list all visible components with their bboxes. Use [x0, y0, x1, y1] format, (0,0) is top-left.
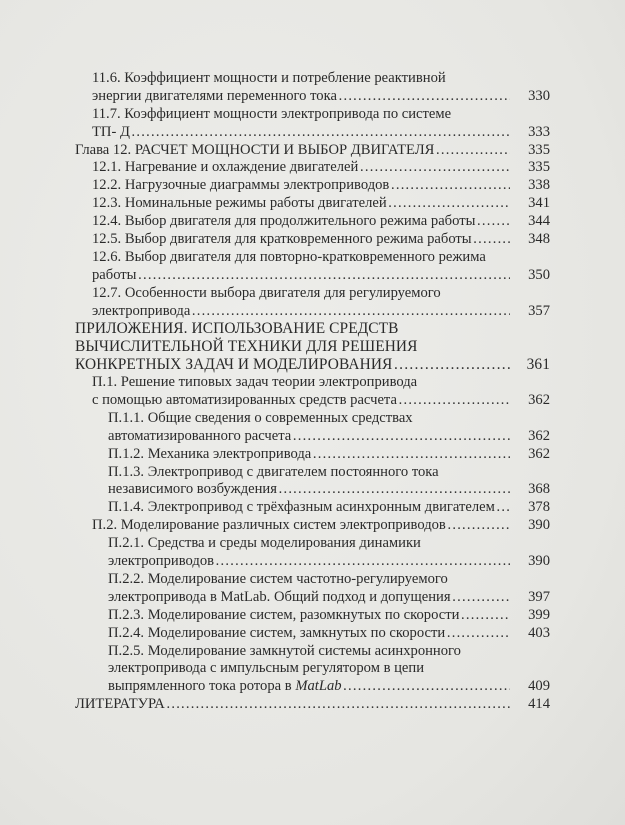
toc-entry-text: П.2.2. Моделирование систем частотно-регулируемого — [108, 570, 448, 587]
toc-entry-text: ТП- Д — [92, 123, 130, 140]
toc-line — [75, 499, 550, 517]
toc-entry-text: автоматизированного расчета — [108, 427, 292, 444]
toc-line — [75, 195, 550, 213]
toc-entry[interactable] — [75, 696, 550, 714]
toc-entry-title — [108, 464, 439, 482]
toc-entry-title — [92, 249, 486, 267]
toc-entry[interactable] — [75, 320, 550, 374]
toc-entry-text: 12.6. Выбор двигателя для повторно-кратковременного режима — [92, 248, 486, 265]
table-of-contents — [75, 70, 550, 714]
toc-line — [75, 446, 550, 464]
toc-line — [75, 660, 550, 678]
dot-leader — [338, 88, 510, 106]
toc-page-number: 399 — [528, 606, 550, 623]
toc-entry-title — [108, 535, 421, 553]
toc-entry-text: П.2.1. Средства и среды моделирования динамики — [108, 535, 421, 552]
toc-line — [75, 285, 550, 303]
toc-entry-title — [92, 159, 358, 177]
toc-line — [75, 267, 550, 285]
toc-line — [75, 159, 550, 177]
toc-entry-title — [75, 356, 392, 374]
toc-page-number: 414 — [528, 696, 550, 713]
toc-entry-title — [92, 392, 397, 410]
toc-entry-text: 12.2. Нагрузочные диаграммы электроприводов — [92, 177, 390, 194]
toc-line — [75, 374, 550, 392]
dot-leader — [496, 499, 510, 517]
dot-leader — [447, 517, 510, 535]
toc-entry-title — [92, 303, 190, 321]
toc-entry-text: электропривода с импульсным регулятором в цепи — [108, 660, 425, 677]
dot-leader — [446, 625, 510, 643]
toc-line — [75, 696, 550, 714]
toc-line — [75, 249, 550, 267]
toc-page-number: 335 — [528, 141, 550, 158]
dot-leader — [343, 678, 510, 696]
toc-page-number: 390 — [528, 553, 550, 570]
toc-entry-title — [92, 106, 451, 124]
toc-entry-text: с помощью автоматизированных средств расчета — [92, 392, 397, 409]
toc-line — [75, 643, 550, 661]
toc-page-number: 348 — [528, 231, 550, 248]
toc-line — [75, 213, 550, 231]
toc-entry[interactable] — [75, 535, 550, 571]
toc-line — [75, 464, 550, 482]
dot-leader — [138, 267, 511, 285]
toc-entry[interactable] — [75, 159, 550, 177]
toc-entry-text: 12.3. Номинальные режимы работы двигателей — [92, 195, 387, 212]
toc-entry-text: 12.4. Выбор двигателя для продолжительного режима работы — [92, 213, 476, 230]
toc-page-number: 403 — [528, 624, 550, 641]
toc-entry-title — [92, 374, 417, 392]
dot-leader — [460, 607, 510, 625]
toc-line — [75, 517, 550, 535]
dot-leader — [278, 481, 510, 499]
toc-page-number: 344 — [528, 213, 550, 230]
toc-entry-text: независимого возбуждения — [108, 481, 277, 498]
toc-line — [75, 231, 550, 249]
toc-page-number: 409 — [528, 678, 550, 695]
toc-entry-text: ЛИТЕРАТУРА — [75, 696, 165, 713]
toc-line — [75, 553, 550, 571]
dot-leader — [312, 446, 510, 464]
toc-entry-text: 11.6. Коэффициент мощности и потребление реактивной — [92, 70, 446, 86]
toc-page-number: 390 — [528, 517, 550, 534]
toc-entry-text: электропривода в MatLab. Общий подход и допущения — [108, 588, 451, 605]
toc-page-number: 338 — [528, 177, 550, 194]
toc-entry-text: П.2. Моделирование различных систем электроприводов — [92, 517, 446, 534]
toc-entry[interactable] — [75, 213, 550, 231]
toc-entry-text: П.1.2. Механика электропривода — [108, 445, 312, 462]
toc-entry-text: КОНКРЕТНЫХ ЗАДАЧ И МОДЕЛИРОВАНИЯ — [75, 356, 393, 374]
toc-entry[interactable] — [75, 643, 550, 697]
toc-page-number: 335 — [528, 159, 550, 176]
toc-entry[interactable] — [75, 625, 550, 643]
toc-line — [75, 410, 550, 428]
toc-entry-text: П.1.4. Электропривод с трёхфазным асинхронным двигателем — [108, 499, 495, 516]
dot-leader — [388, 195, 510, 213]
toc-page-number: 350 — [528, 266, 550, 283]
toc-entry-title — [92, 285, 441, 303]
toc-line — [75, 177, 550, 195]
toc-entry[interactable] — [75, 446, 550, 464]
toc-entry-title — [92, 88, 337, 106]
dot-leader — [359, 159, 510, 177]
toc-page-number: 362 — [528, 392, 550, 409]
toc-page-number: 362 — [528, 427, 550, 444]
toc-entry[interactable] — [75, 70, 550, 106]
toc-line — [75, 678, 550, 696]
toc-line — [75, 88, 550, 106]
dot-leader — [476, 213, 510, 231]
dot-leader — [215, 553, 510, 571]
toc-entry-title — [92, 213, 475, 231]
toc-line — [75, 142, 550, 160]
toc-line — [75, 535, 550, 553]
toc-entry-title — [108, 553, 214, 571]
toc-entry-text: П.2.4. Моделирование систем, замкнутых по скорости — [108, 624, 446, 641]
toc-page-number: 368 — [528, 481, 550, 498]
toc-line — [75, 428, 550, 446]
toc-entry-title — [92, 231, 472, 249]
toc-line — [75, 356, 550, 374]
toc-entry-text: ПРИЛОЖЕНИЯ. ИСПОЛЬЗОВАНИЕ СРЕДСТВ — [75, 320, 399, 338]
toc-entry-text: П.1. Решение типовых задач теории электропривода — [92, 374, 418, 391]
toc-entry-title — [108, 571, 448, 589]
toc-entry-text: 12.7. Особенности выбора двигателя для регулируемого — [92, 284, 441, 301]
toc-entry[interactable] — [75, 499, 550, 517]
dot-leader — [452, 589, 510, 607]
toc-line — [75, 70, 550, 88]
dot-leader — [191, 303, 510, 321]
toc-line — [75, 392, 550, 410]
toc-line — [75, 481, 550, 499]
toc-line — [75, 106, 550, 124]
toc-entry[interactable] — [75, 142, 550, 160]
toc-line — [75, 589, 550, 607]
toc-entry-title — [108, 607, 459, 625]
toc-entry[interactable] — [75, 464, 550, 500]
toc-entry-title — [75, 696, 165, 714]
toc-line — [75, 320, 550, 338]
toc-entry-text: электроприводов — [108, 553, 215, 570]
toc-entry-title — [75, 338, 418, 356]
toc-entry-text: П.1.1. Общие сведения о современных средствах — [108, 409, 413, 426]
toc-line — [75, 303, 550, 321]
toc-entry-text: выпрямленного тока ротора в — [108, 678, 296, 695]
toc-entry-text: П.1.3. Электропривод с двигателем постоянного тока — [108, 463, 439, 480]
toc-entry-text: П.2.5. Моделирование замкнутой системы асинхронного — [108, 642, 461, 659]
toc-entry[interactable] — [75, 374, 550, 410]
dot-leader — [398, 392, 510, 410]
toc-line — [75, 625, 550, 643]
toc-entry-text: 12.5. Выбор двигателя для кратковременного режима работы — [92, 231, 472, 248]
toc-entry-title — [108, 643, 461, 661]
dot-leader — [473, 231, 510, 249]
toc-entry-title — [92, 517, 446, 535]
toc-entry[interactable] — [75, 517, 550, 535]
toc-line — [75, 607, 550, 625]
toc-entry-title — [108, 410, 413, 428]
toc-entry[interactable] — [75, 285, 550, 321]
toc-line — [75, 571, 550, 589]
toc-page-number: 378 — [528, 499, 550, 516]
toc-entry-title — [108, 660, 424, 678]
toc-entry-text: Глава 12. РАСЧЕТ МОЩНОСТИ И ВЫБОР ДВИГАТЕЛЯ — [75, 141, 435, 158]
toc-line — [75, 124, 550, 142]
dot-leader — [390, 177, 510, 195]
toc-entry-title — [108, 446, 311, 464]
toc-entry-title — [108, 499, 495, 517]
toc-entry[interactable] — [75, 607, 550, 625]
toc-entry-title — [108, 481, 277, 499]
toc-entry-title — [92, 177, 389, 195]
toc-entry-text: П.2.3. Моделирование систем, разомкнутых по скорости — [108, 606, 460, 623]
toc-entry[interactable] — [75, 195, 550, 213]
toc-entry[interactable] — [75, 231, 550, 249]
toc-entry-text: 11.7. Коэффициент мощности электропривода по системе — [92, 105, 452, 122]
toc-entry-title — [108, 625, 445, 643]
toc-page-number: 361 — [526, 356, 550, 374]
toc-entry[interactable] — [75, 571, 550, 607]
toc-entry-text: работы — [92, 266, 137, 283]
dot-leader — [435, 142, 510, 160]
toc-entry-text: 12.1. Нагревание и охлаждение двигателей — [92, 159, 359, 176]
toc-page-number: 357 — [528, 302, 550, 319]
toc-page-number: 397 — [528, 588, 550, 605]
toc-page-number: 362 — [528, 445, 550, 462]
toc-entry-title — [108, 678, 342, 696]
toc-entry-title — [75, 320, 399, 338]
toc-entry-title — [92, 267, 137, 285]
toc-page-number: 330 — [528, 87, 550, 104]
toc-entry-text: энергии двигателями переменного тока — [92, 87, 337, 104]
dot-leader — [393, 356, 510, 374]
toc-entry-title — [75, 142, 434, 160]
dot-leader — [292, 428, 510, 446]
toc-entry[interactable] — [75, 410, 550, 446]
toc-entry-title — [92, 70, 446, 88]
toc-entry-text: электропривода — [92, 302, 191, 319]
toc-entry-title — [92, 124, 130, 142]
toc-line — [75, 338, 550, 356]
toc-entry-title — [92, 195, 387, 213]
toc-entry-italic: MatLab — [295, 678, 342, 695]
toc-entry-text: ВЫЧИСЛИТЕЛЬНОЙ ТЕХНИКИ ДЛЯ РЕШЕНИЯ — [75, 338, 418, 356]
toc-entry[interactable] — [75, 177, 550, 195]
toc-page-number: 333 — [528, 123, 550, 140]
toc-entry[interactable] — [75, 249, 550, 285]
toc-entry-title — [108, 589, 451, 607]
dot-leader — [131, 124, 510, 142]
toc-page-number: 341 — [528, 195, 550, 212]
dot-leader — [166, 696, 510, 714]
toc-entry-title — [108, 428, 291, 446]
toc-entry[interactable] — [75, 106, 550, 142]
